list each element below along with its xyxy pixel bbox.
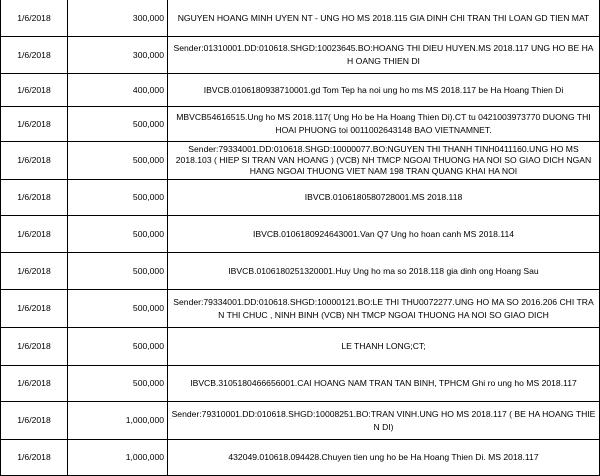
amount-cell: 500,000 xyxy=(68,107,168,142)
amount-cell: 300,000 xyxy=(68,37,168,74)
description-cell: IBVCB.0106180924643001.Van Q7 Ung ho hoan canh MS 2018.114 xyxy=(168,216,600,253)
amount-cell: 300,000 xyxy=(68,0,168,37)
amount-cell: 500,000 xyxy=(68,216,168,253)
amount-cell: 500,000 xyxy=(68,253,168,290)
description-cell: Sender:01310001.DD:010618.SHGD:10023645.BO:HOANG THI DIEU HUYEN.MS 2018.117 UNG HO BE HA H OANG THIEN DI xyxy=(168,37,600,74)
date-cell: 1/6/2018 xyxy=(1,142,68,180)
amount-cell: 1,000,000 xyxy=(68,402,168,440)
amount-cell: 500,000 xyxy=(68,328,168,366)
amount-cell: 500,000 xyxy=(68,366,168,402)
description-cell: Sender:79334001.DD:010618.SHGD:10000121.BO:LE THI THU0072277.UNG HO MA SO 2016.206 CHI TRA N THI CHUC , NINH BINH (VCB) NH TMCP NGOAI THUONG HA NOI SO GIAO DICH xyxy=(168,290,600,328)
table-row xyxy=(1,0,600,37)
date-cell: 1/6/2018 xyxy=(1,180,68,216)
description-cell: IBVCB.0106180580728001.MS 2018.118 xyxy=(168,180,600,216)
description-text: Sender:79334001.DD:010618.SHGD:10000077.BO:NGUYEN THI THANH TINH0411160.UNG HO MS 2018.103 ( HIEP SI TRAN VAN HOANG ) (VCB) NH TMCP NGOAI THUONG HA NOI SO GIAO DICH NGAN HANG NGOAI THUONG VIET NAM 198 TRAN QUANG KHAI HA NOI xyxy=(175,144,592,176)
date-cell: 1/6/2018 xyxy=(1,328,68,366)
table-row xyxy=(1,290,600,328)
description-cell: MBVCB54616515.Ung ho MS 2018.117( Ung Ho be Ha Hoang Thien Di).CT tu 0421003973770 DUONG THI HOAI PHUONG toi 0011002643148 BAO VIETNAMNET. xyxy=(168,107,600,142)
description-cell: IBVCB.0106180938710001.gd Tom Tep ha noi ung ho ms MS 2018.117 be Ha Hoang Thien Di xyxy=(168,74,600,107)
description-cell xyxy=(168,142,600,180)
description-cell: 432049.010618.094428.Chuyen tien ung ho be Ha Hoang Thien Di. MS 2018.117 xyxy=(168,440,600,476)
table-row xyxy=(1,402,600,440)
amount-cell: 500,000 xyxy=(68,180,168,216)
table-row xyxy=(1,180,600,216)
date-cell: 1/6/2018 xyxy=(1,216,68,253)
date-cell: 1/6/2018 xyxy=(1,253,68,290)
table-row xyxy=(1,366,600,402)
amount-cell: 1,000,000 xyxy=(68,440,168,476)
description-cell: NGUYEN HOANG MINH UYEN NT - UNG HO MS 2018.115 GIA DINH CHI TRAN THI LOAN GD TIEN MAT xyxy=(168,0,600,37)
table-row xyxy=(1,37,600,74)
table-row xyxy=(1,440,600,476)
date-cell: 1/6/2018 xyxy=(1,74,68,107)
table-row xyxy=(1,74,600,107)
table-row xyxy=(1,142,600,180)
date-cell: 1/6/2018 xyxy=(1,37,68,74)
table-row xyxy=(1,107,600,142)
date-cell: 1/6/2018 xyxy=(1,107,68,142)
date-cell: 1/6/2018 xyxy=(1,402,68,440)
date-cell: 1/6/2018 xyxy=(1,290,68,328)
date-cell: 1/6/2018 xyxy=(1,0,68,37)
description-cell: IBVCB.3105180466656001.CAI HOANG NAM TRAN TAN BINH, TPHCM Ghi ro ung ho MS 2018.117 xyxy=(168,366,600,402)
date-cell: 1/6/2018 xyxy=(1,440,68,476)
description-cell: LE THANH LONG;CT; xyxy=(168,328,600,366)
amount-cell: 400,000 xyxy=(68,74,168,107)
date-cell: 1/6/2018 xyxy=(1,366,68,402)
amount-cell: 500,000 xyxy=(68,142,168,180)
description-cell: Sender:79310001.DD:010618.SHGD:10008251.BO:TRAN VINH.UNG HO MS 2018.117 ( BE HA HOANG THIE N DI) xyxy=(168,402,600,440)
amount-cell: 500,000 xyxy=(68,290,168,328)
table-row xyxy=(1,328,600,366)
description-cell: IBVCB.0106180251320001.Huy Ung ho ma so 2018.118 gia dinh ong Hoang Sau xyxy=(168,253,600,290)
table-row xyxy=(1,216,600,253)
table-row xyxy=(1,253,600,290)
